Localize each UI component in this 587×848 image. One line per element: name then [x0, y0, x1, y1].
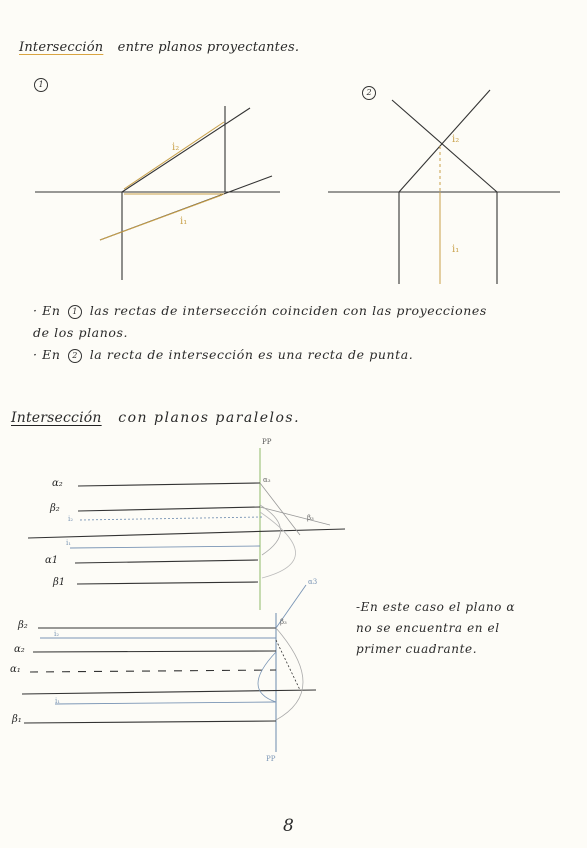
figure1-number: 1 [34, 78, 48, 92]
upper-label-alpha1: α1 [45, 555, 59, 566]
section2-heading-rest: con planos paralelos. [118, 410, 301, 426]
side-note [356, 597, 515, 660]
upper-label-beta3: β₃ [307, 514, 314, 522]
note2-prefix: · En [33, 347, 61, 362]
lower-label-alpha3: α3 [308, 578, 318, 586]
fig2-label-i1: i₁ [452, 244, 460, 255]
lower-alpha3-trace [276, 640, 300, 690]
note1-line2: de los planos. [33, 325, 129, 340]
section1-heading-rest: entre planos proyectantes. [117, 40, 300, 55]
upper-label-pp: PP [262, 438, 272, 446]
page-number: 8 [283, 816, 294, 836]
upper-label-alpha2: α₂ [52, 478, 63, 489]
lower-beta1-trace [24, 721, 276, 723]
note1-text: las rectas de intersección coinciden con las proyecciones [89, 303, 487, 318]
note1-number: 1 [68, 305, 82, 319]
lower-label-pp: PP [266, 755, 276, 763]
upper-label-i2: i₂ [68, 515, 74, 523]
lower-label-alpha1: α₁ [10, 664, 21, 675]
lower-label-beta1: β₁ [12, 714, 22, 725]
side-note-line1: -En este caso el plano α [356, 600, 516, 614]
upper-label-beta2: β₂ [50, 503, 60, 514]
upper-label-i1: i₁ [66, 539, 72, 547]
fig1-label-i2: i₂ [172, 142, 180, 153]
section1-heading-first-word: Intersección [19, 40, 104, 55]
lower-label-i1: i₁ [55, 697, 61, 705]
note1-prefix: · En [33, 303, 61, 318]
note2-text: la recta de intersección es una recta de punta. [89, 347, 414, 362]
lower-alpha2-trace [33, 651, 276, 652]
note2-number: 2 [68, 349, 82, 363]
fig2-label-i2: i₂ [452, 134, 460, 145]
lower-i1-line [55, 702, 276, 704]
side-note-line2: no se encuentra en el [356, 621, 500, 635]
upper-label-alpha3: α₃ [263, 476, 271, 484]
upper-label-beta1: β1 [53, 577, 66, 588]
lower-label-i2: i₂ [54, 630, 60, 638]
lower-label-beta3: β₃ [280, 618, 287, 626]
lower-label-alpha2: α₂ [14, 644, 25, 655]
lower-label-beta2: β₂ [18, 620, 28, 631]
lower-ground-line [22, 690, 316, 694]
figure2-number: 2 [362, 86, 376, 100]
fig1-label-i1: i₁ [180, 216, 188, 227]
lower-alpha1-trace-dashed [30, 670, 276, 672]
side-note-line3: primer cuadrante. [356, 642, 478, 656]
section2-heading-first-word: Intersección [11, 410, 102, 426]
